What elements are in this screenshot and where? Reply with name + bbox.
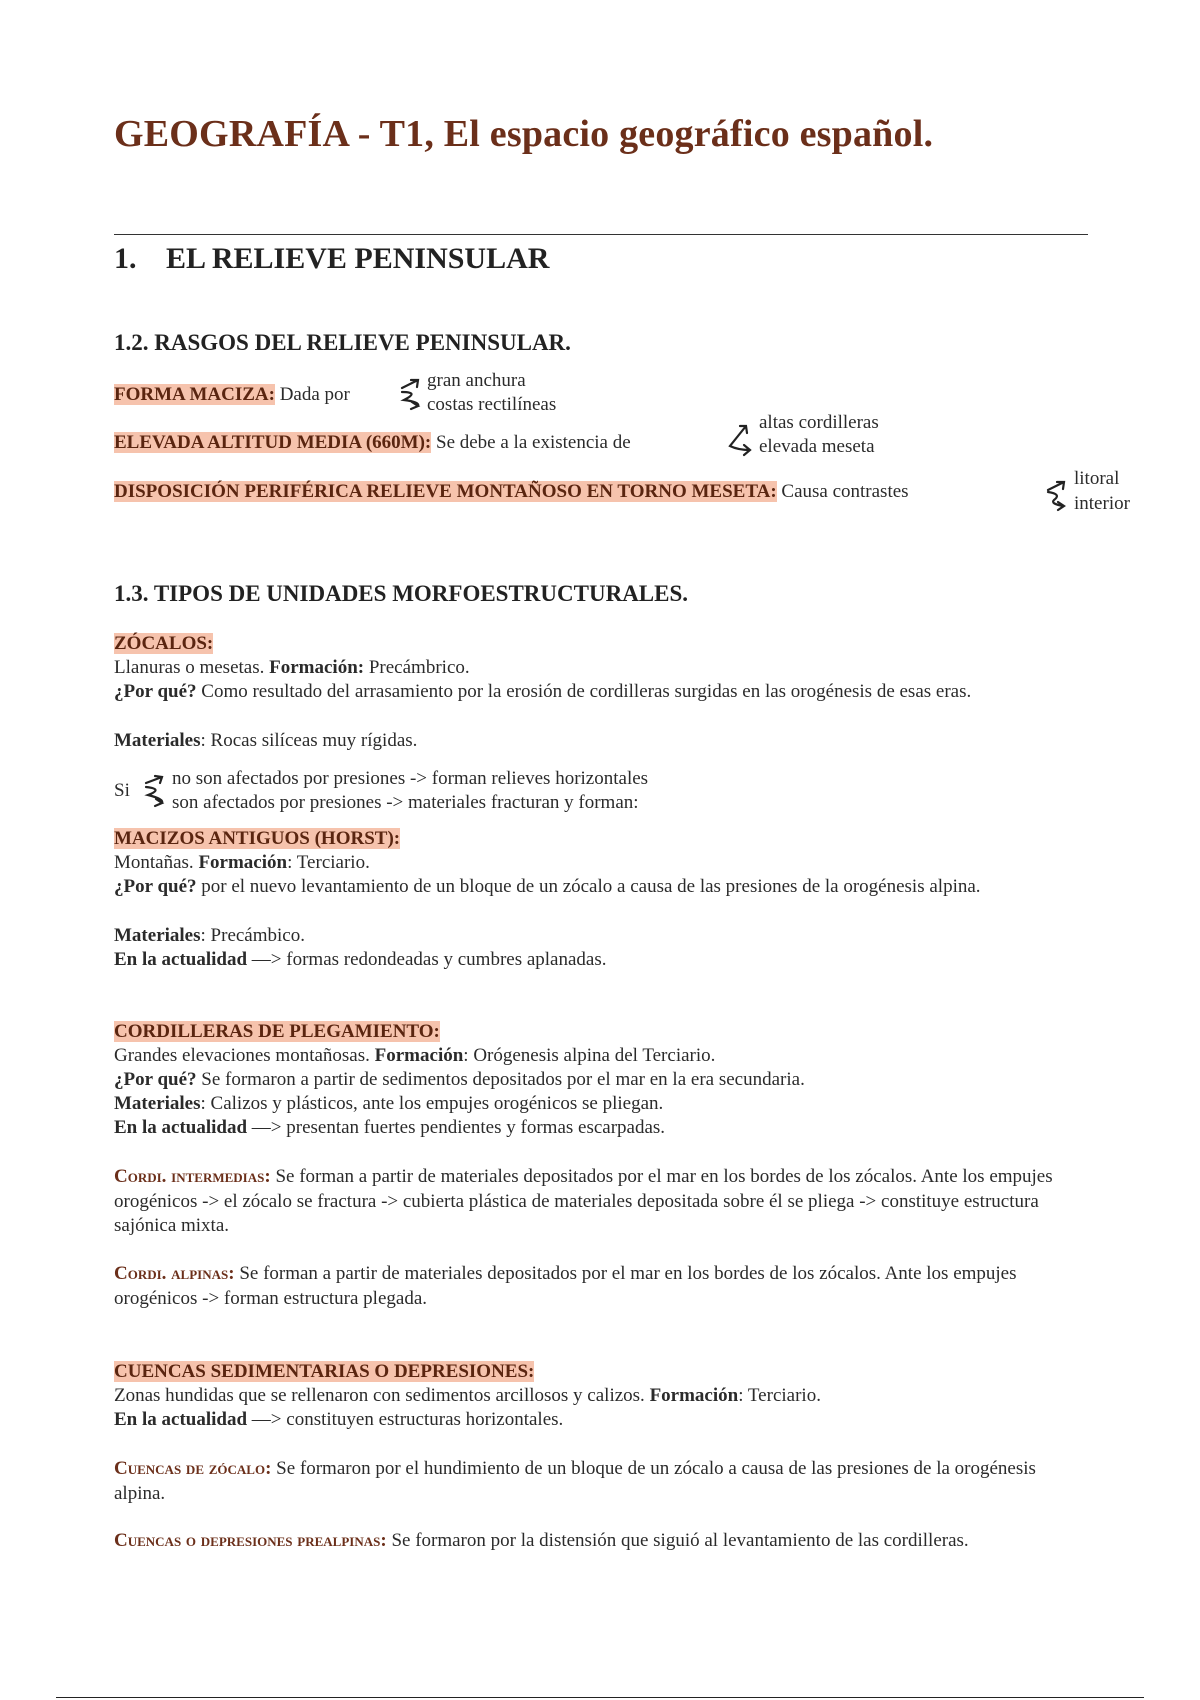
cordi-intermedias-paragraph (114, 1165, 1089, 1239)
macizos-formacion-value: : Terciario. (287, 852, 370, 873)
cordilleras-desc: Grandes elevaciones montañosas. (114, 1045, 370, 1066)
cuencas-zocalo-paragraph (114, 1457, 1089, 1506)
cuencas-actualidad-text: —> constituyen estructuras horizontales. (251, 1409, 564, 1430)
altitud-branch-up: altas cordilleras (759, 412, 879, 433)
macizos-porque-text: por el nuevo levantamiento de un bloque de un zócalo a causa de las presiones de la orogénesis alpina. (201, 876, 981, 897)
disposicion-line (114, 480, 909, 504)
subsection-heading-tipos: 1.3. TIPOS DE UNIDADES MORFOESTRUCTURALES. (114, 581, 689, 606)
cordilleras-formacion-line (114, 1044, 715, 1068)
macizos-actualidad-label: En la actualidad (114, 949, 248, 970)
macizos-porque-paragraph (114, 875, 1089, 900)
zocalos-branch-up: no son afectados por presiones -> forman relieves horizontales (172, 768, 649, 789)
forma-maciza-line (114, 383, 350, 407)
macizos-heading-line (114, 827, 400, 851)
cuencas-formacion-label: Formación (649, 1385, 739, 1406)
forma-maciza-label: FORMA MACIZA: (114, 384, 275, 405)
forma-branch-down: costas rectilíneas (427, 394, 557, 415)
cuencas-heading-line (114, 1360, 534, 1384)
document-title: GEOGRAFÍA - T1, El espacio geográfico español. (114, 113, 934, 155)
macizos-formacion-label: Formación (198, 852, 288, 873)
zocalos-porque-paragraph (114, 680, 1089, 705)
section-heading (114, 242, 549, 276)
cordilleras-formacion-value: : Orógenesis alpina del Terciario. (463, 1045, 716, 1066)
zocalos-materiales-label: Materiales (114, 730, 201, 751)
cuencas-desc: Zonas hundidas que se rellenaron con sedimentos arcillosos y calizos. (114, 1385, 645, 1406)
macizos-materiales-line (114, 924, 305, 948)
macizos-label: MACIZOS ANTIGUOS (HORST): (114, 828, 401, 849)
cordilleras-porque-line (114, 1068, 805, 1092)
zocalos-formacion-line (114, 656, 470, 680)
cuencas-prealpinas-paragraph (114, 1529, 1089, 1554)
disposicion-label: DISPOSICIÓN PERIFÉRICA RELIEVE MONTAÑOSO EN TORNO MESETA: (114, 481, 777, 502)
altitud-label: ELEVADA ALTITUD MEDIA (660M): (114, 432, 432, 453)
forma-branch-up: gran anchura (427, 370, 526, 391)
zocalos-heading-line (114, 632, 213, 656)
zocalos-materiales-text: : Rocas silíceas muy rígidas. (200, 730, 418, 751)
section-title: EL RELIEVE PENINSULAR (166, 242, 550, 275)
branch-arrow-icon (142, 773, 168, 811)
forma-maciza-text: Dada por (279, 384, 350, 405)
zocalos-si-label: Si (114, 780, 130, 801)
disposicion-branch-down: interior (1074, 493, 1130, 514)
cordi-alpinas-label: Cordi. alpinas: (114, 1263, 235, 1284)
macizos-materiales-label: Materiales (114, 925, 201, 946)
altitud-line (114, 431, 631, 455)
section-number: 1. (114, 242, 137, 275)
cordilleras-label: CORDILLERAS DE PLEGAMIENTO: (114, 1021, 440, 1042)
zocalos-formacion-label: Formación: (269, 657, 365, 678)
cordilleras-actualidad-label: En la actualidad (114, 1117, 248, 1138)
cordilleras-porque-text: Se formaron a partir de sedimentos depositados por el mar en la era secundaria. (201, 1069, 805, 1090)
cuencas-label: CUENCAS SEDIMENTARIAS O DEPRESIONES: (114, 1361, 535, 1382)
macizos-porque-label: ¿Por qué? (114, 876, 197, 897)
macizos-desc: Montañas. (114, 852, 194, 873)
zocalos-porque-text: Como resultado del arrasamiento por la erosión de cordilleras surgidas en las orogénesis de esas eras. (201, 681, 972, 702)
cordi-alpinas-paragraph (114, 1262, 1089, 1311)
zocalos-materiales-line (114, 729, 417, 753)
disposicion-text: Causa contrastes (781, 481, 909, 502)
cordi-intermedias-label: Cordi. intermedias: (114, 1166, 271, 1187)
page-bottom-divider (56, 1697, 1144, 1698)
cordilleras-materiales-text: : Calizos y plásticos, ante los empujes orogénicos se pliegan. (200, 1093, 664, 1114)
cuencas-actualidad-line (114, 1408, 563, 1432)
cordilleras-actualidad-text: —> presentan fuertes pendientes y formas escarpadas. (251, 1117, 666, 1138)
title-divider (114, 234, 1088, 235)
cordi-intermedias-text: Se forman a partir de materiales depositados por el mar en los bordes de los zócalos. Ante los empujes orogénicos -> el zócalo se fractura -> cubierta plástica de materiales depositada sobre él se pliega -> constituye estructura sajónica mixta. (114, 1166, 1053, 1236)
zocalos-porque-label: ¿Por qué? (114, 681, 197, 702)
zocalos-label: ZÓCALOS: (114, 633, 214, 654)
cordilleras-materiales-label: Materiales (114, 1093, 201, 1114)
macizos-actualidad-text: —> formas redondeadas y cumbres aplanadas. (251, 949, 607, 970)
branch-arrow-icon (1044, 478, 1072, 516)
macizos-actualidad-line (114, 948, 607, 972)
cuencas-prealpinas-text: Se formaron por la distensión que siguió al levantamiento de las cordilleras. (391, 1530, 969, 1551)
cordilleras-formacion-label: Formación (374, 1045, 464, 1066)
cordilleras-actualidad-line (114, 1116, 665, 1140)
cordilleras-porque-label: ¿Por qué? (114, 1069, 197, 1090)
cuencas-zocalo-text: Se formaron por el hundimiento de un bloque de un zócalo a causa de las presiones de la orogénesis alpina. (114, 1458, 1036, 1504)
cordilleras-heading-line (114, 1020, 440, 1044)
cuencas-zocalo-label: Cuencas de zócalo: (114, 1458, 272, 1479)
cuencas-formacion-line (114, 1384, 821, 1408)
branch-arrow-icon (724, 420, 754, 462)
zocalos-desc: Llanuras o mesetas. (114, 657, 265, 678)
cuencas-formacion-value: : Terciario. (738, 1385, 821, 1406)
macizos-formacion-line (114, 851, 370, 875)
cordilleras-materiales-line (114, 1092, 663, 1116)
altitud-text: Se debe a la existencia de (436, 432, 631, 453)
cuencas-actualidad-label: En la actualidad (114, 1409, 248, 1430)
cordi-alpinas-text: Se forman a partir de materiales depositados por el mar en los bordes de los zócalos. Ante los empujes orogénicos -> forman estructura plegada. (114, 1263, 1017, 1309)
macizos-materiales-text: : Precámbico. (200, 925, 305, 946)
cuencas-prealpinas-label: Cuencas o depresiones prealpinas: (114, 1530, 387, 1551)
zocalos-formacion-value: Precámbrico. (368, 657, 470, 678)
branch-arrow-icon (398, 376, 424, 414)
disposicion-branch-up: litoral (1074, 468, 1120, 489)
subsection-heading-rasgos: 1.2. RASGOS DEL RELIEVE PENINSULAR. (114, 330, 571, 355)
altitud-branch-down: elevada meseta (759, 436, 875, 457)
zocalos-branch-down: son afectados por presiones -> materiales fracturan y forman: (172, 792, 639, 813)
